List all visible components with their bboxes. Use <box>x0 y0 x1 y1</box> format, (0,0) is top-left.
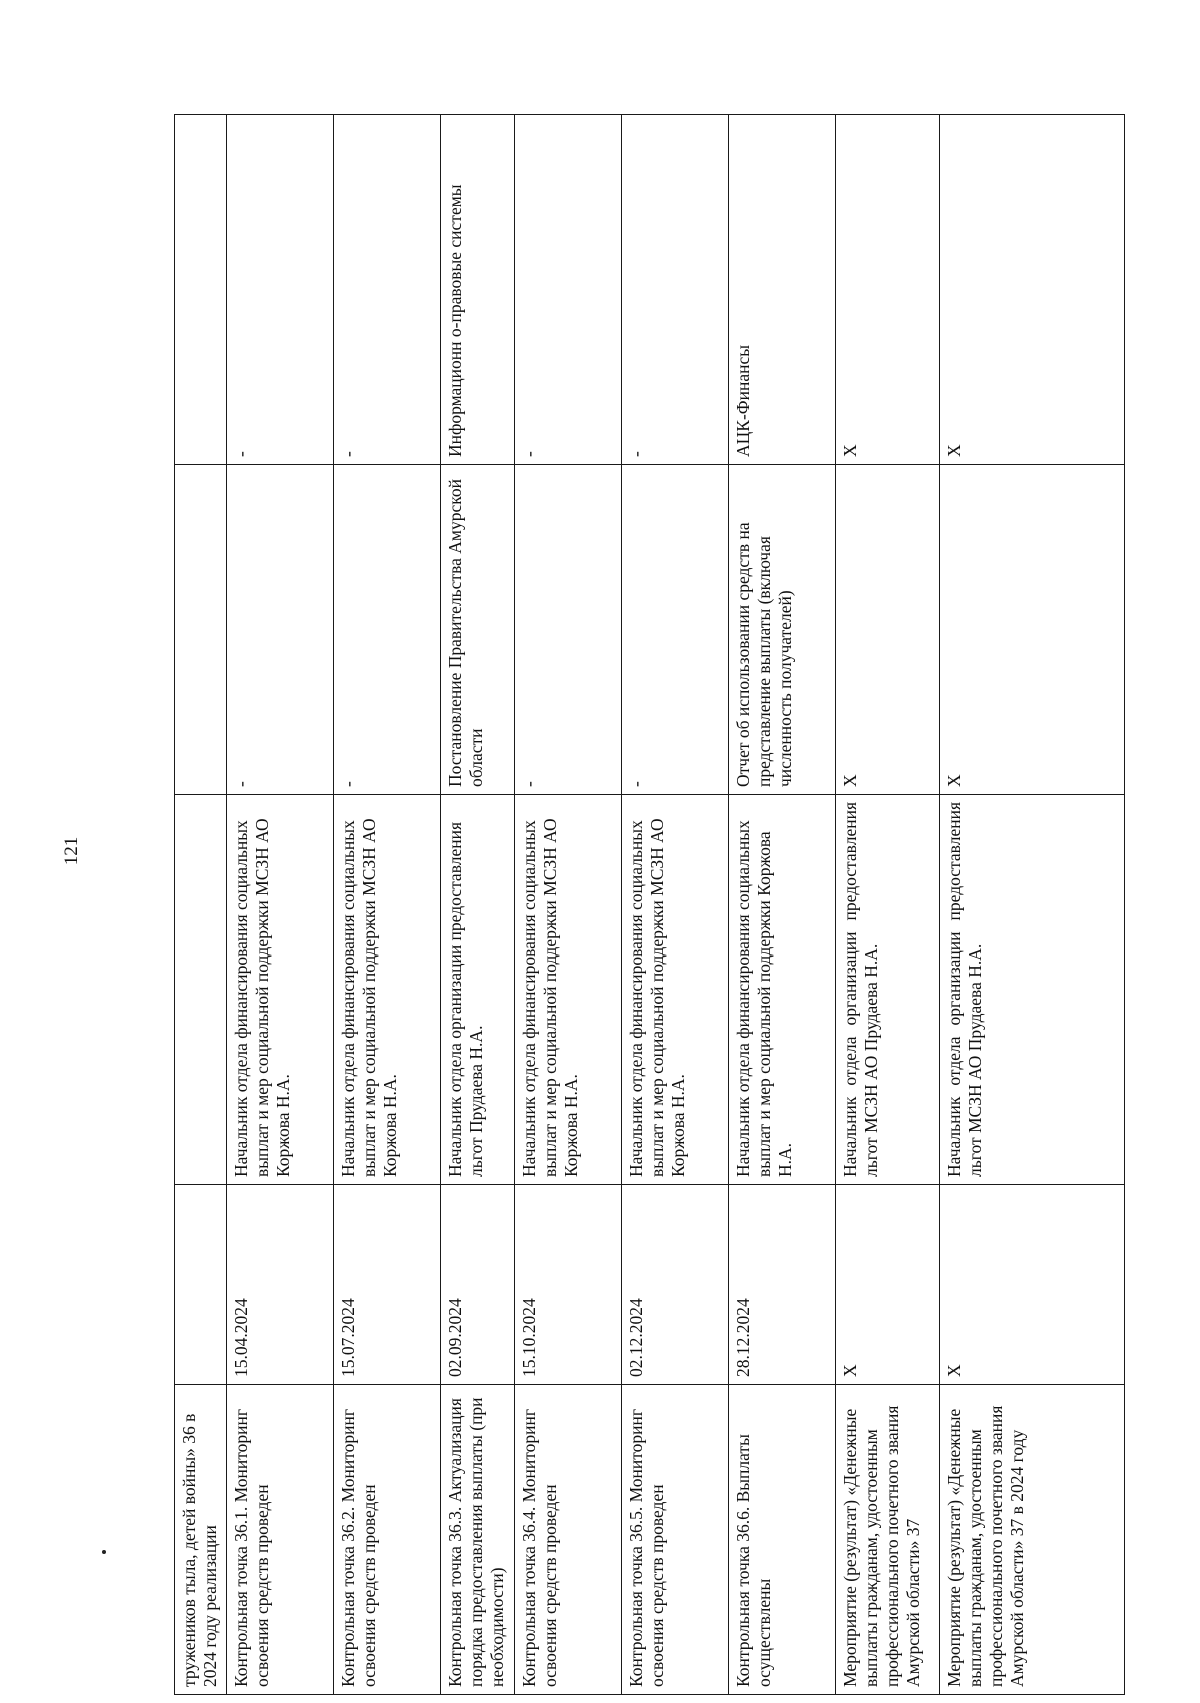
cell-date: 02.09.2024 <box>441 1185 515 1385</box>
cell-date: 15.04.2024 <box>227 1185 334 1385</box>
cell-system: - <box>334 115 441 465</box>
cell-date: X <box>836 1185 940 1385</box>
rotated-table-container <box>174 115 1124 1695</box>
cell-responsible: Начальник отдела финансирования социальных выплат и мер социальной поддержки МСЗН АО Коржова Н.А. <box>515 795 622 1185</box>
scan-speck <box>102 1550 106 1554</box>
cell-document: Постановление Правительства Амурской области <box>441 465 515 795</box>
cell-responsible: Начальник отдела финансирования социальных выплат и мер социальной поддержки МСЗН АО Коржова Н.А. <box>334 795 441 1185</box>
cell-responsible <box>175 795 227 1185</box>
cell-document: - <box>515 465 622 795</box>
cell-responsible: Начальник отдела финансирования социальных выплат и мер социальной поддержки Коржова Н.А. <box>729 795 836 1185</box>
cell-document: - <box>227 465 334 795</box>
table-row <box>940 115 1125 1695</box>
cell-name: Контрольная точка 36.5. Мониторинг освоения средств проведен <box>622 1385 729 1695</box>
table-row <box>836 115 940 1695</box>
control-points-table-area <box>174 115 1124 1695</box>
cell-name: Контрольная точка 36.3. Актуализация порядка предоставления выплаты (при необходимости) <box>441 1385 515 1695</box>
table-row <box>227 115 334 1695</box>
cell-system: Информационн о-правовые системы <box>441 115 515 465</box>
cell-system: - <box>227 115 334 465</box>
cell-document: Отчет об использовании средств на представление выплаты (включая численность получателей) <box>729 465 836 795</box>
cell-date: 15.07.2024 <box>334 1185 441 1385</box>
cell-system <box>175 115 227 465</box>
cell-name: Контрольная точка 36.6. Выплаты осуществлены <box>729 1385 836 1695</box>
cell-name: Мероприятие (результат) «Денежные выплаты гражданам, удостоенным профессионального почетного звания Амурской области» 37 <box>836 1385 940 1695</box>
cell-responsible: Начальник отдела организации предоставления льгот МСЗН АО Прудаева Н.А. <box>836 795 940 1185</box>
cell-document: - <box>334 465 441 795</box>
cell-document: X <box>836 465 940 795</box>
cell-responsible: Начальник отдела организации предоставления льгот Прудаева Н.А. <box>441 795 515 1185</box>
cell-name: Мероприятие (результат) «Денежные выплаты гражданам, удостоенным профессионального почетного звания Амурской области» 37 в 2024 году <box>940 1385 1125 1695</box>
cell-name: тружеников тыла, детей войны» 36 в 2024 году реализации <box>175 1385 227 1695</box>
cell-system: - <box>622 115 729 465</box>
page-number: 121 <box>61 836 82 866</box>
cell-system: - <box>515 115 622 465</box>
cell-document: - <box>622 465 729 795</box>
cell-date: 15.10.2024 <box>515 1185 622 1385</box>
cell-responsible: Начальник отдела финансирования социальных выплат и мер социальной поддержки МСЗН АО Коржова Н.А. <box>622 795 729 1185</box>
table-row <box>334 115 441 1695</box>
cell-name: Контрольная точка 36.2. Мониторинг освоения средств проведен <box>334 1385 441 1695</box>
table-row <box>729 115 836 1695</box>
cell-responsible: Начальник отдела организации предоставления льгот МСЗН АО Прудаева Н.А. <box>940 795 1125 1185</box>
cell-responsible: Начальник отдела финансирования социальных выплат и мер социальной поддержки МСЗН АО Коржова Н.А. <box>227 795 334 1185</box>
cell-document: X <box>940 465 1125 795</box>
cell-name: Контрольная точка 36.4. Мониторинг освоения средств проведен <box>515 1385 622 1695</box>
cell-document <box>175 465 227 795</box>
cell-system: X <box>836 115 940 465</box>
cell-name: Контрольная точка 36.1. Мониторинг освоения средств проведен <box>227 1385 334 1695</box>
cell-date <box>175 1185 227 1385</box>
table-row <box>622 115 729 1695</box>
table-row <box>515 115 622 1695</box>
cell-date: 02.12.2024 <box>622 1185 729 1385</box>
table-row-continuation <box>175 115 227 1695</box>
cell-date: X <box>940 1185 1125 1385</box>
cell-system: X <box>940 115 1125 465</box>
control-points-table <box>174 114 1125 1695</box>
cell-date: 28.12.2024 <box>729 1185 836 1385</box>
table-row <box>441 115 515 1695</box>
cell-system: АЦК-Финансы <box>729 115 836 465</box>
